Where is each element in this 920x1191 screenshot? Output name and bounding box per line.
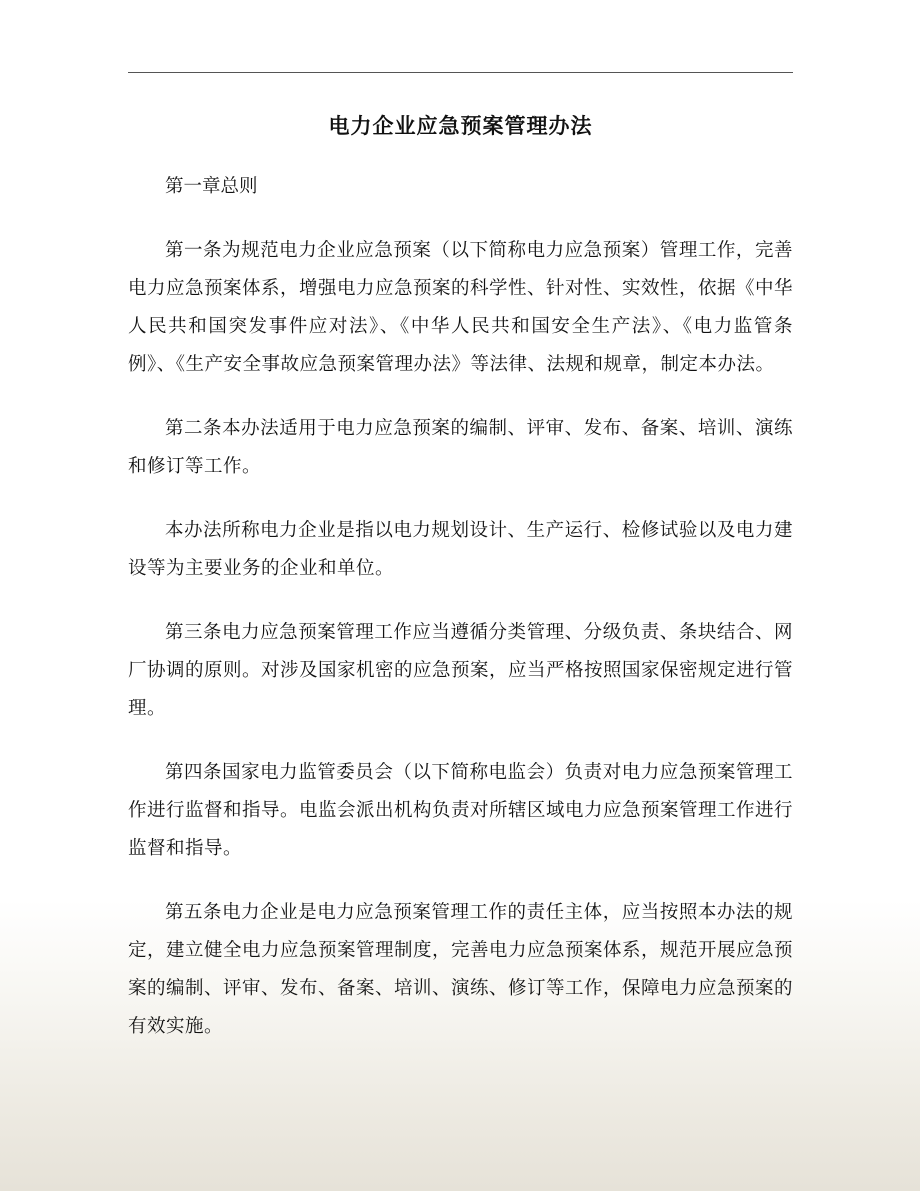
article-1-paragraph: 第一条为规范电力企业应急预案（以下简称电力应急预案）管理工作，完善电力应急预案体系，增强电力应急预案的科学性、针对性、实效性，依据《中华人民共和国突发事件应对法》、《中华人民共和国安全生产法》、《电力监管条例》、《生产安全事故应急预案管理办法》等法律、法规和规章，制定本办法。: [128, 240, 794, 375]
header-rule: [128, 72, 793, 73]
document-body: [128, 168, 793, 1072]
article-4-paragraph: 第四条国家电力监管委员会（以下简称电监会）负责对电力应急预案管理工作进行监督和指导。电监会派出机构负责对所辖区域电力应急预案管理工作进行监督和指导。: [128, 762, 794, 859]
article-5-paragraph: 第五条电力企业是电力应急预案管理工作的责任主体，应当按照本办法的规定，建立健全电力应急预案管理制度，完善电力应急预案体系，规范开展应急预案的编制、评审、发布、备案、培训、演练、修订等工作，保障电力应急预案的有效实施。: [128, 902, 794, 1037]
article-3-paragraph: 第三条电力应急预案管理工作应当遵循分类管理、分级负责、条块结合、网厂协调的原则。对涉及国家机密的应急预案，应当严格按照国家保密规定进行管理。: [128, 622, 794, 719]
chapter-heading: 第一章总则: [165, 176, 258, 197]
document-title: 电力企业应急预案管理办法: [328, 114, 593, 138]
article-2-paragraph: 第二条本办法适用于电力应急预案的编制、评审、发布、备案、培训、演练和修订等工作。: [128, 418, 793, 477]
enterprise-definition-paragraph: 本办法所称电力企业是指以电力规划设计、生产运行、检修试验以及电力建设等为主要业务的企业和单位。: [128, 520, 793, 579]
